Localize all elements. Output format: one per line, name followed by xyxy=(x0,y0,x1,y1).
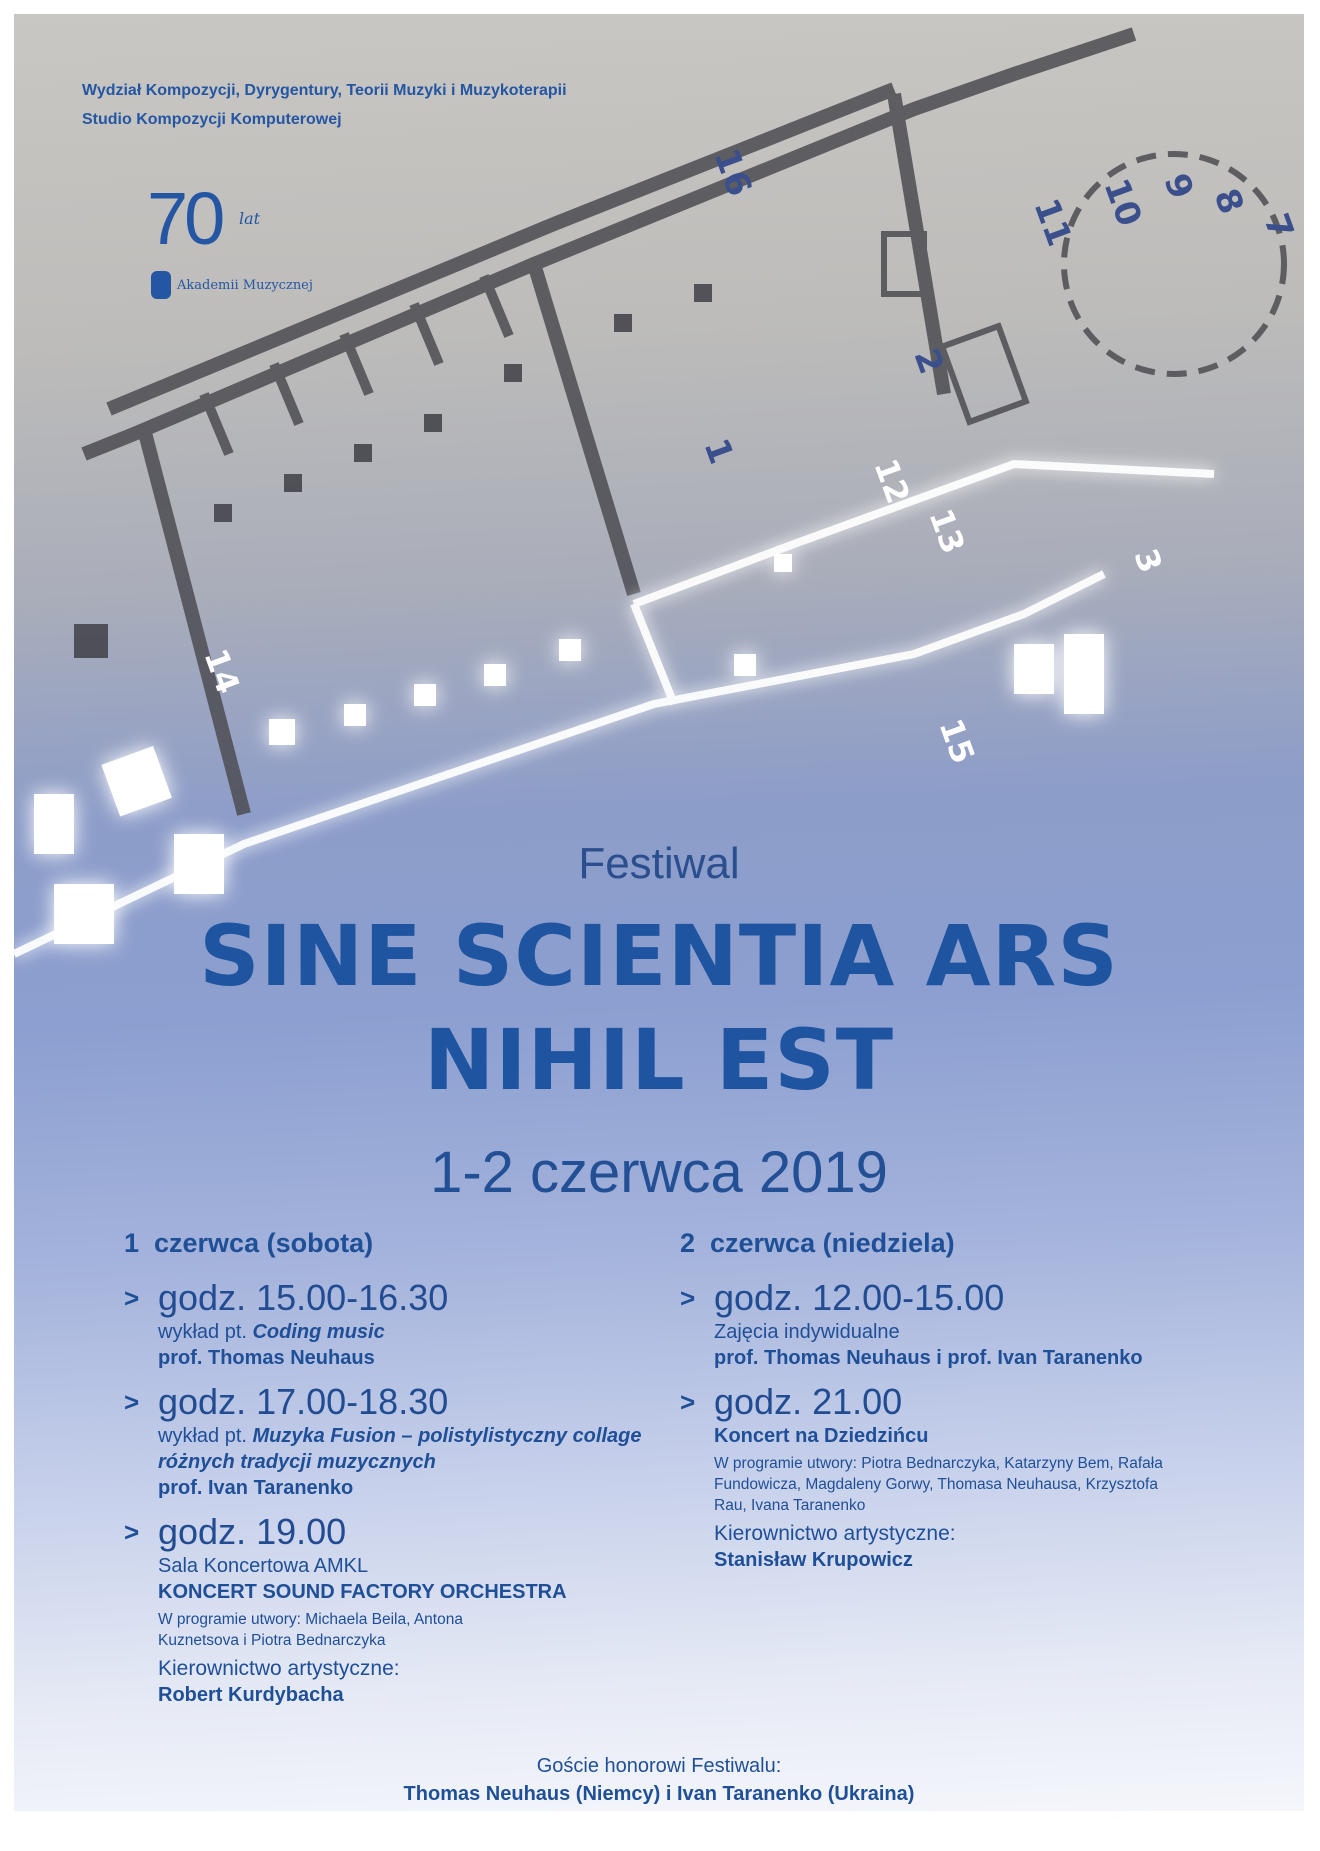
logo-number: 70 xyxy=(147,177,222,260)
event-person: prof. Thomas Neuhaus xyxy=(158,1347,375,1369)
event-program: W programie utwory: Piotra Bednarczyka, Katarzyny Bem, Rafała Fundowicza, Magdaleny Gorwy, Thomasa Neuhausa, Krzysztofa Rau, Ivana Taranenko xyxy=(714,1455,1163,1514)
plan-number: 9 xyxy=(1155,168,1202,205)
event-person: prof. Thomas Neuhaus i prof. Ivan Taranenko xyxy=(714,1347,1143,1369)
event-time: godz. 17.00-18.30 xyxy=(158,1381,449,1422)
festival-dates: 1-2 czerwca 2019 xyxy=(430,1140,888,1205)
event-prefix: wykład pt. xyxy=(158,1425,253,1447)
event-topic: Coding music xyxy=(252,1321,385,1343)
logo-lat: lat xyxy=(239,209,261,228)
plan-number: 3 xyxy=(1126,543,1170,578)
event xyxy=(124,1381,664,1501)
plan-number: 14 xyxy=(196,643,248,699)
plan-number: 11 xyxy=(1025,193,1080,252)
lyre-icon xyxy=(151,271,171,299)
event-time: godz. 12.00-15.00 xyxy=(714,1277,1005,1318)
event-time: godz. 21.00 xyxy=(714,1381,903,1422)
honorary-guests-label: Goście honorowi Festiwalu: xyxy=(536,1755,782,1777)
anniversary-logo xyxy=(147,179,327,309)
logo-arc-text: Akademii Muzycznej xyxy=(177,278,313,293)
event-prefix: wykład pt. xyxy=(158,1321,253,1343)
event-time: godz. 15.00-16.30 xyxy=(158,1277,449,1318)
event-venue: Zajęcia indywidualne xyxy=(714,1321,900,1343)
event-venue: Sala Koncertowa AMKL xyxy=(158,1555,369,1577)
day-heading: 2 czerwca (niedziela) xyxy=(680,1228,955,1258)
day-heading: 1 czerwca (sobota) xyxy=(124,1228,374,1258)
chevron-right-icon: > xyxy=(124,1283,140,1313)
plan-number: 7 xyxy=(1255,208,1302,245)
event-time: godz. 19.00 xyxy=(158,1511,347,1552)
event-title: Koncert na Dziedzińcu xyxy=(714,1425,929,1447)
honorary-guests: Thomas Neuhaus (Niemcy) i Ivan Taranenko (Ukraina) xyxy=(403,1783,915,1805)
event-person: prof. Ivan Taranenko xyxy=(158,1477,354,1499)
director-label: Kierownictwo artystyczne: xyxy=(714,1522,956,1545)
plan-number: 15 xyxy=(931,713,983,769)
event xyxy=(124,1511,664,1708)
plan-number: 10 xyxy=(1095,173,1150,232)
festival-title-line2: NIHIL EST xyxy=(423,1011,895,1109)
director-label: Kierownictwo artystyczne: xyxy=(158,1657,400,1680)
poster xyxy=(14,14,1304,1811)
plan-number: 8 xyxy=(1205,183,1252,220)
event-title: KONCERT SOUND FACTORY ORCHESTRA xyxy=(158,1581,567,1603)
event xyxy=(680,1381,1280,1573)
studio-name: Studio Kompozycji Komputerowej xyxy=(82,111,342,128)
event xyxy=(680,1277,1280,1371)
chevron-right-icon: > xyxy=(680,1387,696,1417)
festival-title-line1: SINE SCIENTIA ARS xyxy=(199,907,1119,1005)
event-topic: Muzyka Fusion – polistylistyczny collage różnych tradycji muzycznych xyxy=(158,1425,642,1473)
day-1-column xyxy=(124,1228,664,1718)
chevron-right-icon: > xyxy=(124,1517,140,1547)
plan-number: 1 xyxy=(695,433,742,470)
director-name: Stanisław Krupowicz xyxy=(714,1549,913,1571)
festival-label: Festiwal xyxy=(578,839,740,888)
plan-number: 13 xyxy=(921,503,973,559)
faculty-name: Wydział Kompozycji, Dyrygentury, Teorii Muzyki i Muzykoterapii xyxy=(82,82,567,99)
chevron-right-icon: > xyxy=(680,1283,696,1313)
event xyxy=(124,1277,664,1371)
event-program: W programie utwory: Michaela Beila, Antona Kuznetsova i Piotra Bednarczyka xyxy=(158,1611,463,1649)
plan-number: 16 xyxy=(705,143,760,202)
plan-number: 12 xyxy=(866,453,918,509)
director-name: Robert Kurdybacha xyxy=(158,1684,344,1706)
plan-number: 2 xyxy=(905,343,952,380)
day-2-column xyxy=(680,1228,1280,1583)
chevron-right-icon: > xyxy=(124,1387,140,1417)
